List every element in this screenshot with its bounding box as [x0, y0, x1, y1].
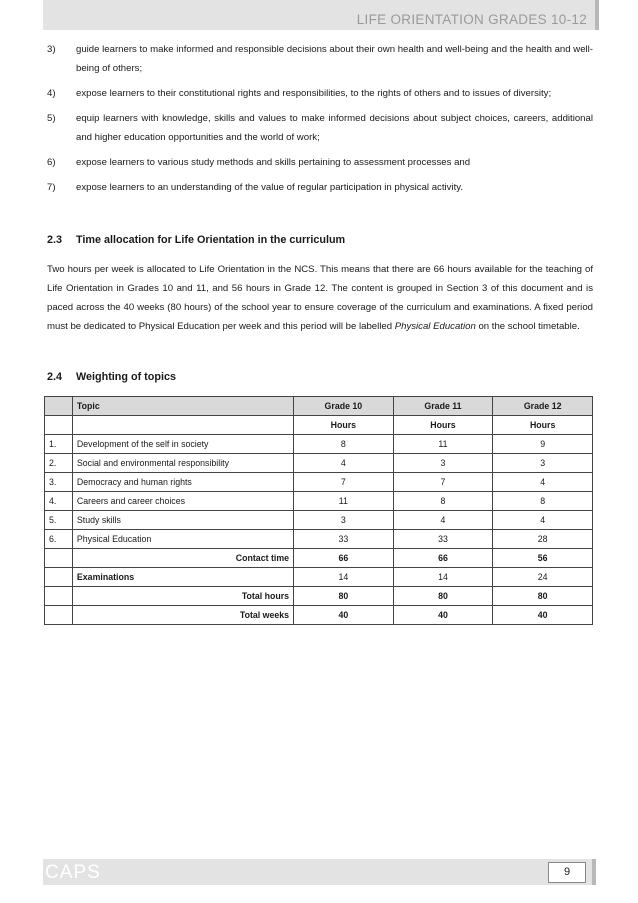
- total-hours-label: Total hours: [72, 587, 293, 606]
- list-item-number: 7): [47, 182, 56, 193]
- row-number: 5.: [45, 511, 73, 530]
- list-item-number: 5): [47, 113, 56, 124]
- row-topic: Social and environmental responsibility: [72, 454, 293, 473]
- section-heading-2-3: [47, 234, 345, 246]
- total-weeks-row: [45, 606, 593, 625]
- aims-list: [47, 40, 593, 203]
- table-row: [45, 511, 593, 530]
- exams-grade-10: 14: [294, 568, 394, 587]
- unit-cell: Hours: [393, 416, 493, 435]
- row-topic: Democracy and human rights: [72, 473, 293, 492]
- header-cell-topic: Topic: [72, 397, 293, 416]
- list-item-text: expose learners to an understanding of the value of regular participation in physical activity.: [76, 182, 463, 193]
- weighting-table: [44, 396, 593, 625]
- row-topic: Development of the self in society: [72, 435, 293, 454]
- total-hours-grade-12: 80: [493, 587, 593, 606]
- table-unit-row: [45, 416, 593, 435]
- total-weeks-grade-10: 40: [294, 606, 394, 625]
- blank-cell: [45, 568, 73, 587]
- paragraph-end: on the school timetable.: [475, 321, 580, 332]
- time-allocation-paragraph: [47, 260, 593, 336]
- footer-bar: [43, 859, 596, 885]
- row-number: 4.: [45, 492, 73, 511]
- list-item-number: 4): [47, 88, 56, 99]
- table-row: [45, 454, 593, 473]
- total-weeks-label: Total weeks: [72, 606, 293, 625]
- unit-cell: Hours: [493, 416, 593, 435]
- header-cell-grade-11: Grade 11: [393, 397, 493, 416]
- total-weeks-grade-12: 40: [493, 606, 593, 625]
- table-row: [45, 473, 593, 492]
- table-row: [45, 492, 593, 511]
- list-item: [47, 109, 593, 147]
- row-grade-12: 8: [493, 492, 593, 511]
- row-grade-11: 7: [393, 473, 493, 492]
- blank-cell: [45, 549, 73, 568]
- table-header-row: [45, 397, 593, 416]
- row-grade-11: 11: [393, 435, 493, 454]
- footer-label: CAPS: [45, 862, 101, 883]
- header-title: LIFE ORIENTATION GRADES 10-12: [356, 12, 587, 27]
- row-number: 2.: [45, 454, 73, 473]
- row-grade-12: 4: [493, 511, 593, 530]
- contact-grade-12: 56: [493, 549, 593, 568]
- contact-time-row: [45, 549, 593, 568]
- page-number: 9: [548, 862, 586, 883]
- row-grade-12: 3: [493, 454, 593, 473]
- unit-cell: Hours: [294, 416, 394, 435]
- section-number: 2.3: [47, 234, 63, 246]
- row-grade-10: 11: [294, 492, 394, 511]
- row-topic: Study skills: [72, 511, 293, 530]
- row-grade-11: 3: [393, 454, 493, 473]
- blank-cell: [45, 606, 73, 625]
- header-bar: [43, 0, 599, 30]
- list-item-number: 6): [47, 157, 56, 168]
- header-cell-grade-12: Grade 12: [493, 397, 593, 416]
- list-item-text: guide learners to make informed and responsible decisions about their own health and well-being and the health and well-being of others;: [76, 44, 593, 74]
- blank-cell: [45, 587, 73, 606]
- unit-cell-blank: [45, 416, 73, 435]
- section-title: Weighting of topics: [76, 371, 176, 383]
- examinations-row: [45, 568, 593, 587]
- list-item: [47, 84, 593, 103]
- row-grade-11: 4: [393, 511, 493, 530]
- contact-grade-11: 66: [393, 549, 493, 568]
- row-grade-11: 8: [393, 492, 493, 511]
- examinations-label: Examinations: [72, 568, 293, 587]
- list-item-text: expose learners to various study methods and skills pertaining to assessment processes and: [76, 157, 471, 168]
- total-hours-grade-11: 80: [393, 587, 493, 606]
- list-item-text: expose learners to their constitutional rights and responsibilities, to the rights of others and to issues of diversity;: [76, 88, 552, 99]
- row-number: 1.: [45, 435, 73, 454]
- total-hours-grade-10: 80: [294, 587, 394, 606]
- list-item-text: equip learners with knowledge, skills and values to make informed decisions about subject choices, careers, additional and higher education opportunities and the world of work;: [76, 113, 593, 143]
- row-grade-12: 28: [493, 530, 593, 549]
- section-heading-2-4: [47, 371, 176, 383]
- paragraph-text: Two hours per week is allocated to Life Orientation in the NCS. This means that there are 66 hours available for the teaching of Life Orientation in Grades 10 and 11, and 56 hours in Grade 12. The content is grouped in Section 3 of this document and is paced across the 40 weeks (80 hours) of the school year to ensure coverage of the curriculum and examinations. A fixed period must be dedicated to Physical Education per week and this period will be labelled: [47, 264, 593, 332]
- row-number: 3.: [45, 473, 73, 492]
- row-grade-10: 3: [294, 511, 394, 530]
- list-item: [47, 40, 593, 78]
- row-topic: Careers and career choices: [72, 492, 293, 511]
- row-topic: Physical Education: [72, 530, 293, 549]
- row-grade-10: 33: [294, 530, 394, 549]
- total-weeks-grade-11: 40: [393, 606, 493, 625]
- section-number: 2.4: [47, 371, 63, 383]
- row-grade-12: 9: [493, 435, 593, 454]
- row-grade-11: 33: [393, 530, 493, 549]
- table-row: [45, 435, 593, 454]
- total-hours-row: [45, 587, 593, 606]
- row-grade-10: 4: [294, 454, 394, 473]
- contact-time-label: Contact time: [72, 549, 293, 568]
- contact-grade-10: 66: [294, 549, 394, 568]
- header-cell-grade-10: Grade 10: [294, 397, 394, 416]
- row-grade-12: 4: [493, 473, 593, 492]
- unit-cell-blank: [72, 416, 293, 435]
- table-row: [45, 530, 593, 549]
- row-grade-10: 8: [294, 435, 394, 454]
- section-title: Time allocation for Life Orientation in the curriculum: [76, 234, 346, 246]
- exams-grade-12: 24: [493, 568, 593, 587]
- header-cell-num: [45, 397, 73, 416]
- list-item-number: 3): [47, 44, 56, 55]
- row-grade-10: 7: [294, 473, 394, 492]
- exams-grade-11: 14: [393, 568, 493, 587]
- paragraph-italic: Physical Education: [394, 321, 476, 332]
- list-item: [47, 178, 593, 197]
- row-number: 6.: [45, 530, 73, 549]
- list-item: [47, 153, 593, 172]
